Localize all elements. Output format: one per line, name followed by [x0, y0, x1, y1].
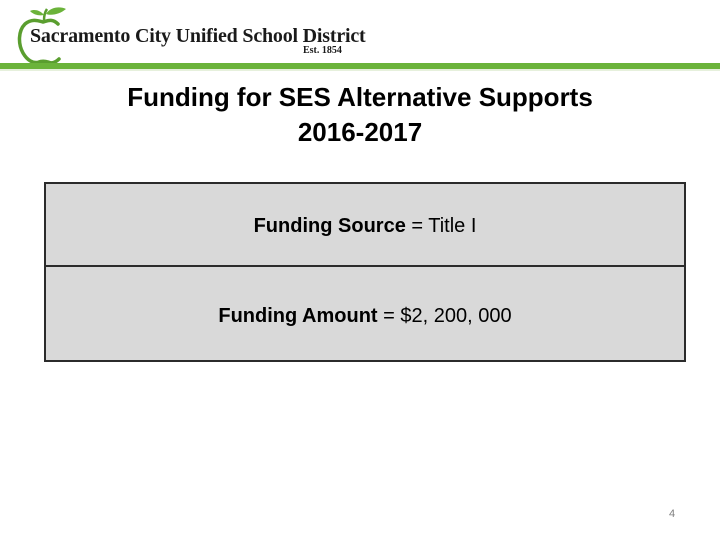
funding-source-separator: = — [405, 215, 429, 237]
header — [0, 0, 720, 72]
funding-amount-label: Funding Amount — [218, 305, 378, 327]
funding-source-label: Funding Source — [253, 215, 406, 237]
district-established: Est. 1854 — [303, 45, 342, 56]
header-divider-shadow — [0, 69, 720, 71]
slide-title-line1: Funding for SES Alternative Supports — [127, 82, 593, 112]
funding-amount-row — [46, 304, 684, 328]
table-divider — [46, 265, 684, 267]
page-number: 4 — [668, 508, 676, 520]
funding-source-row — [46, 214, 684, 238]
slide-title-line2: 2016-2017 — [297, 117, 423, 147]
district-name: Sacramento City Unified School District — [30, 25, 366, 47]
funding-amount-value: $2, 200, 000 — [400, 305, 512, 327]
funding-amount-separator: = — [377, 305, 401, 327]
slide-title — [60, 80, 660, 150]
funding-source-value: Title I — [428, 215, 477, 237]
funding-table — [44, 182, 686, 362]
